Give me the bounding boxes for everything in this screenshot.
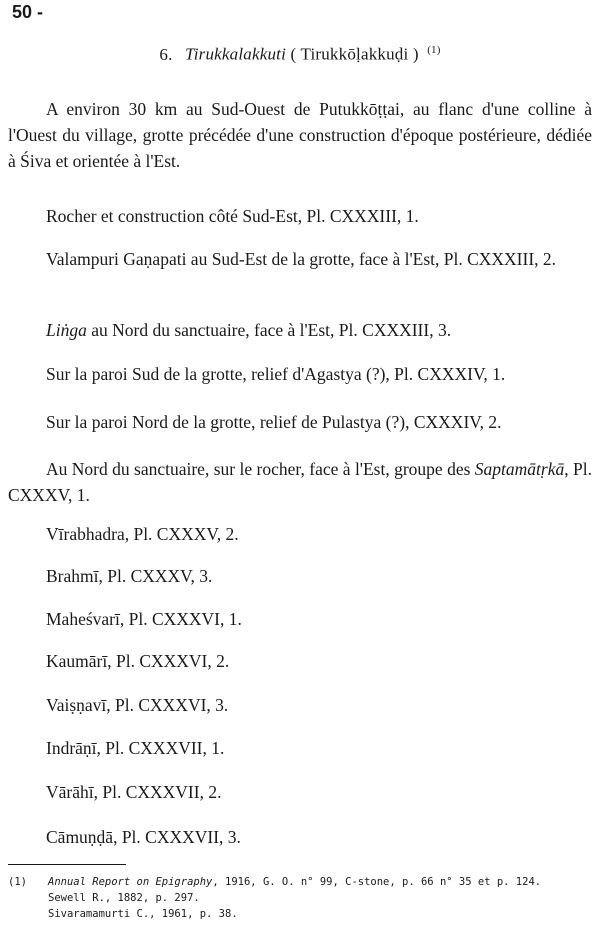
paragraph-agastya: Sur la paroi Sud de la grotte, relief d'Agastya (?), Pl. CXXXIV, 1. [46, 364, 506, 384]
paragraph-rocher: Rocher et construction côté Sud-Est, Pl. CXXXIII, 1. [46, 206, 419, 226]
list-item: Indrāṇī, Pl. CXXXVII, 1. [46, 738, 225, 758]
saptamatrka-term: Saptamātṛkā [474, 459, 565, 479]
footnote-text: Sivaramamurti C., 1961, p. 38. [48, 908, 238, 920]
list-item: Maheśvarī, Pl. CXXXVI, 1. [46, 609, 242, 629]
footnotes [8, 874, 592, 922]
section-title-plain: ( Tirukkōḷakkuḍi ) [290, 44, 419, 64]
list-item: Vīrabhadra, Pl. CXXXV, 2. [46, 524, 239, 544]
footnote-text: Sewell R., 1882, p. 297. [48, 892, 200, 904]
footnote-text [48, 874, 541, 890]
footnote-report-title: Annual Report on Epigraphy [48, 876, 213, 888]
footnote-divider [8, 864, 126, 865]
section-title-transliterated: Tirukkalakkuti [184, 44, 286, 64]
list-item: Cāmuṇḍā, Pl. CXXXVII, 3. [46, 827, 241, 847]
list-item: Kaumārī, Pl. CXXXVI, 2. [46, 651, 230, 671]
linga-term: Liṅga [46, 320, 87, 340]
intro-paragraph: A environ 30 km au Sud-Ouest de Putukkōṭṭai, au flanc d'une colline à l'Ouest du village, grotte précédée d'une construction d'époque postérieure, dédiée à Śiva et orientée à l'Est. [8, 99, 592, 171]
footnote-report-details: , 1916, G. O. n° 99, C-stone, p. 66 n° 35 et p. 124. [212, 876, 542, 888]
saptamatrka-text-end: , Pl. CXXXV, 1. [8, 459, 592, 505]
paragraph-linga [8, 317, 592, 343]
saptamatrka-text-start: Au Nord du sanctuaire, sur le rocher, face à l'Est, groupe des [46, 459, 475, 479]
paragraph-pulastya: Sur la paroi Nord de la grotte, relief de Pulastya (?), CXXXIV, 2. [46, 412, 502, 432]
section-number: 6. [159, 44, 173, 64]
footnote-marker: (1) [8, 876, 27, 888]
footnote-line [8, 906, 592, 922]
section-heading [0, 44, 600, 65]
footnote-reference: (1) [427, 44, 441, 56]
page-number: 50 - [12, 2, 44, 22]
footnote-line [8, 890, 592, 906]
linga-text: au Nord du sanctuaire, face à l'Est, Pl. CXXXIII, 3. [86, 320, 452, 340]
paragraph-saptamatrka [8, 456, 592, 508]
list-item: Vārāhī, Pl. CXXXVII, 2. [46, 782, 222, 802]
list-item: Brahmī, Pl. CXXXV, 3. [46, 566, 213, 586]
paragraph-ganapati: Valampuri Gaṇapati au Sud-Est de la grotte, face à l'Est, Pl. CXXXIII, 2. [46, 249, 557, 269]
footnote-line [8, 874, 592, 890]
list-item: Vaiṣṇavī, Pl. CXXXVI, 3. [46, 695, 229, 715]
